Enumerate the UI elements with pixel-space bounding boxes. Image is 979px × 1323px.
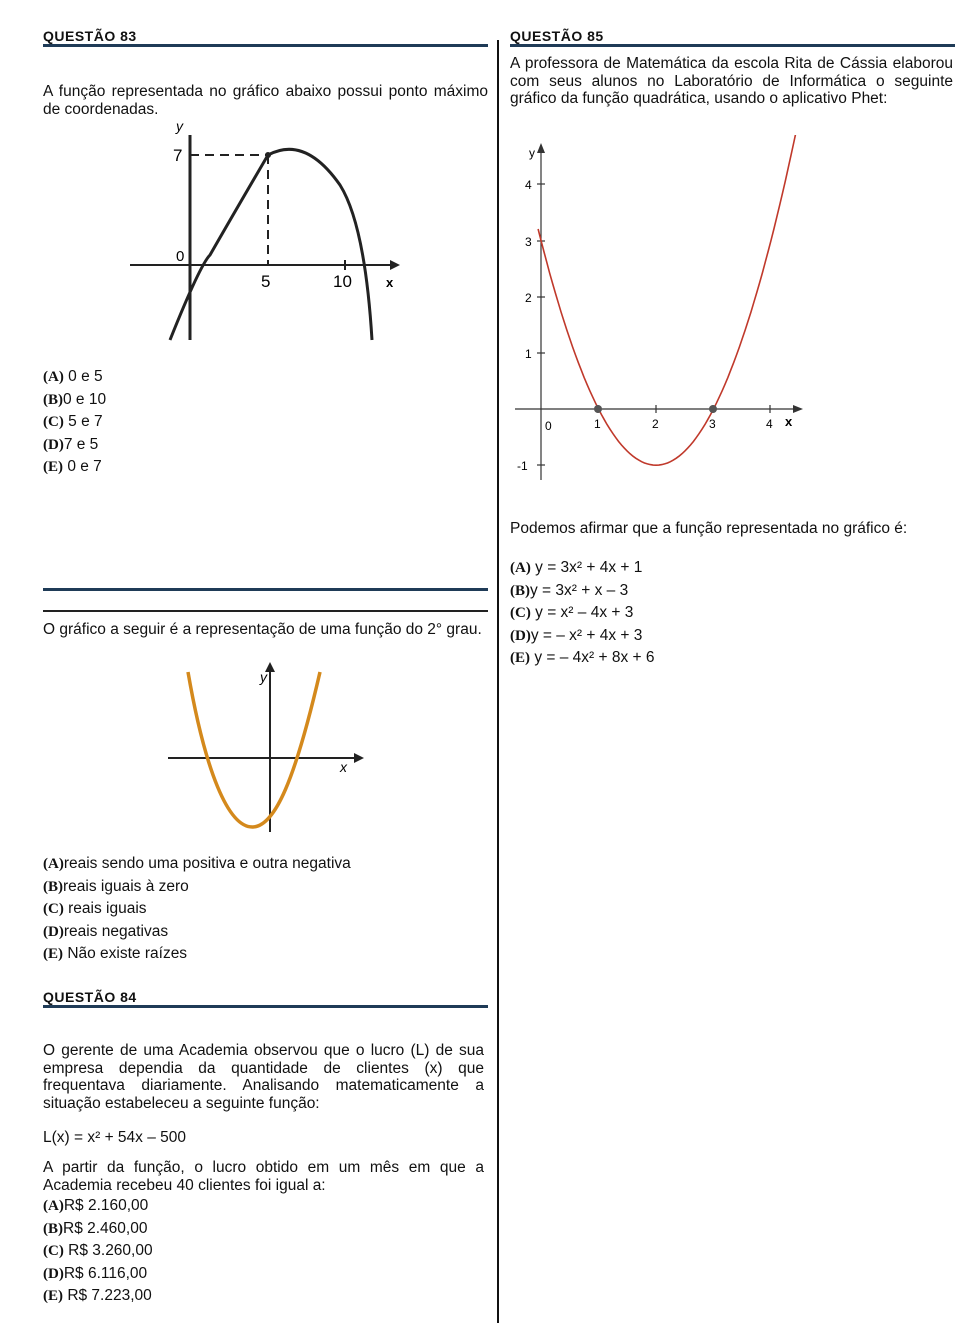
option-text: 5 e 7 (68, 413, 103, 430)
q85-ytick-1: 1 (525, 347, 532, 361)
option-text: R$ 3.260,00 (68, 1242, 153, 1259)
q84-option-a[interactable] (43, 1195, 153, 1218)
option-letter: (C) (43, 414, 64, 430)
q85-option-c[interactable] (510, 602, 655, 625)
q85-option-e[interactable] (510, 647, 655, 670)
option-text: y = 3x² + x – 3 (530, 581, 629, 599)
option-letter: (C) (510, 605, 531, 621)
option-text: y = x² – 4x + 3 (535, 604, 634, 621)
qmid-option-b[interactable] (43, 876, 351, 899)
q83-option-d[interactable] (43, 434, 106, 457)
q85-xtick-2: 2 (652, 417, 659, 431)
q84-option-e[interactable] (43, 1285, 153, 1308)
q85-y-arrow (537, 143, 545, 153)
q83-statement: A função representada no gráfico abaixo possui ponto máximo de coordenadas. (43, 83, 488, 118)
option-text: 0 e 5 (68, 368, 103, 385)
q84-title: QUESTÃO 84 (43, 989, 137, 1005)
q85-option-b[interactable] (510, 580, 655, 603)
option-letter: (A) (510, 560, 531, 576)
option-letter: (D) (43, 1265, 64, 1282)
q84-option-c[interactable] (43, 1240, 153, 1263)
q83-y-label: y (176, 118, 183, 134)
q85-ytick-3: 3 (525, 235, 532, 249)
option-letter: (B) (510, 582, 530, 599)
option-letter: (E) (43, 459, 63, 475)
q84-title-rule (43, 1005, 488, 1008)
qmid-x-label: x (340, 759, 347, 775)
qmid-option-c[interactable] (43, 898, 351, 921)
option-text: y = – x² + 4x + 3 (530, 626, 643, 644)
q85-x-label: x (785, 414, 793, 429)
qmid-second-rule (43, 610, 488, 612)
q85-root-1 (594, 405, 602, 413)
q83-graph (120, 115, 410, 345)
option-letter: (C) (43, 1243, 64, 1259)
option-text: reais iguais à zero (63, 877, 189, 895)
q84-question: A partir da função, o lucro obtido em um mês em que a Academia recebeu 40 clientes foi igual a: (43, 1159, 484, 1194)
q83-option-e[interactable] (43, 456, 106, 479)
option-letter: (A) (43, 1198, 64, 1214)
q85-xtick-3: 3 (709, 417, 716, 431)
q85-x-arrow (793, 405, 803, 413)
q83-parabola (170, 149, 372, 340)
qmid-option-d[interactable] (43, 921, 351, 944)
option-text: R$ 2.160,00 (63, 1197, 149, 1214)
q85-root-3 (709, 405, 717, 413)
q85-options (510, 557, 655, 670)
qmid-option-a[interactable] (43, 853, 351, 876)
option-letter: (D) (43, 923, 64, 940)
option-letter: (A) (43, 856, 64, 872)
q84-option-b[interactable] (43, 1218, 153, 1241)
q85-ytick-minus1: -1 (517, 459, 528, 473)
q83-option-a[interactable] (43, 366, 106, 389)
option-letter: (E) (510, 650, 530, 666)
qmid-top-rule (43, 588, 488, 591)
q84-formula: L(x) = x² + 54x – 500 (43, 1129, 187, 1146)
q85-title: QUESTÃO 85 (510, 28, 604, 44)
q83-options (43, 366, 106, 479)
option-text: R$ 2.460,00 (63, 1219, 148, 1237)
option-text: reais iguais (68, 900, 147, 917)
option-text: R$ 6.116,00 (63, 1264, 148, 1282)
q85-y-label: y (529, 146, 535, 160)
option-text: 7 e 5 (63, 435, 99, 453)
option-text: 0 e 7 (67, 458, 102, 475)
q85-ytick-2: 2 (525, 291, 532, 305)
q85-xtick-4: 4 (766, 417, 773, 431)
option-text: Não existe raízes (67, 945, 188, 962)
option-text: R$ 7.223,00 (67, 1287, 152, 1304)
option-text: reais negativas (63, 922, 169, 940)
option-letter: (E) (43, 1288, 63, 1304)
option-text: y = – 4x² + 8x + 6 (534, 649, 655, 666)
option-letter: (B) (43, 391, 63, 408)
option-letter: (E) (43, 946, 63, 962)
option-text: 0 e 10 (63, 390, 107, 408)
qmid-statement: O gráfico a seguir é a representação de uma função do 2° grau. (43, 621, 482, 638)
qmid-option-e[interactable] (43, 943, 351, 966)
option-text: y = 3x² + 4x + 1 (535, 559, 643, 576)
option-letter: (B) (43, 878, 63, 895)
q83-x-label: x (386, 275, 394, 290)
q83-tick-10-label: 10 (333, 272, 352, 291)
option-letter: (D) (43, 436, 64, 453)
option-letter: (C) (43, 901, 64, 917)
q83-title: QUESTÃO 83 (43, 28, 137, 44)
option-letter: (A) (43, 369, 64, 385)
q83-option-b[interactable] (43, 389, 106, 412)
q83-x-arrow (390, 260, 400, 270)
q83-tick-0: 0 (176, 248, 185, 265)
q84-option-d[interactable] (43, 1263, 153, 1286)
q85-title-rule (510, 44, 955, 47)
q85-question: Podemos afirmar que a função representada no gráfico é: (510, 520, 908, 537)
q85-xtick-0: 0 (545, 419, 552, 433)
qmid-x-arrow (354, 753, 364, 763)
qmid-options (43, 853, 351, 966)
q85-statement: A professora de Matemática da escola Rita de Cássia elaborou com seus alunos no Laboratório de Informática o seguinte gráfico da função quadrática, usando o aplicativo Phet: (510, 55, 953, 107)
q85-option-a[interactable] (510, 557, 655, 580)
q83-tick-5: 5 (261, 272, 271, 291)
q83-option-c[interactable] (43, 411, 106, 434)
option-letter: (B) (43, 1220, 63, 1237)
q85-xtick-1: 1 (594, 417, 601, 431)
q85-ytick-4: 4 (525, 178, 532, 192)
qmid-graph (160, 660, 370, 835)
q85-graph (505, 135, 810, 485)
option-letter: (D) (510, 627, 531, 644)
q84-statement: O gerente de uma Academia observou que o lucro (L) de sua empresa dependia da quantidade de clientes (x) que frequentava diariamente. Analisando matematicamente a situação estabeleceu a seguinte função: (43, 1042, 484, 1112)
q85-parabola (538, 135, 803, 465)
qmid-y-label: y (260, 669, 267, 685)
column-divider (497, 40, 499, 1323)
q84-options (43, 1195, 153, 1308)
q85-option-d[interactable] (510, 625, 655, 648)
q83-title-rule (43, 44, 488, 47)
q83-tick-7: 7 (173, 146, 183, 165)
option-text: reais sendo uma positiva e outra negativa (63, 855, 351, 872)
q83-vertex-point (265, 152, 271, 158)
qmid-parabola (188, 672, 320, 827)
